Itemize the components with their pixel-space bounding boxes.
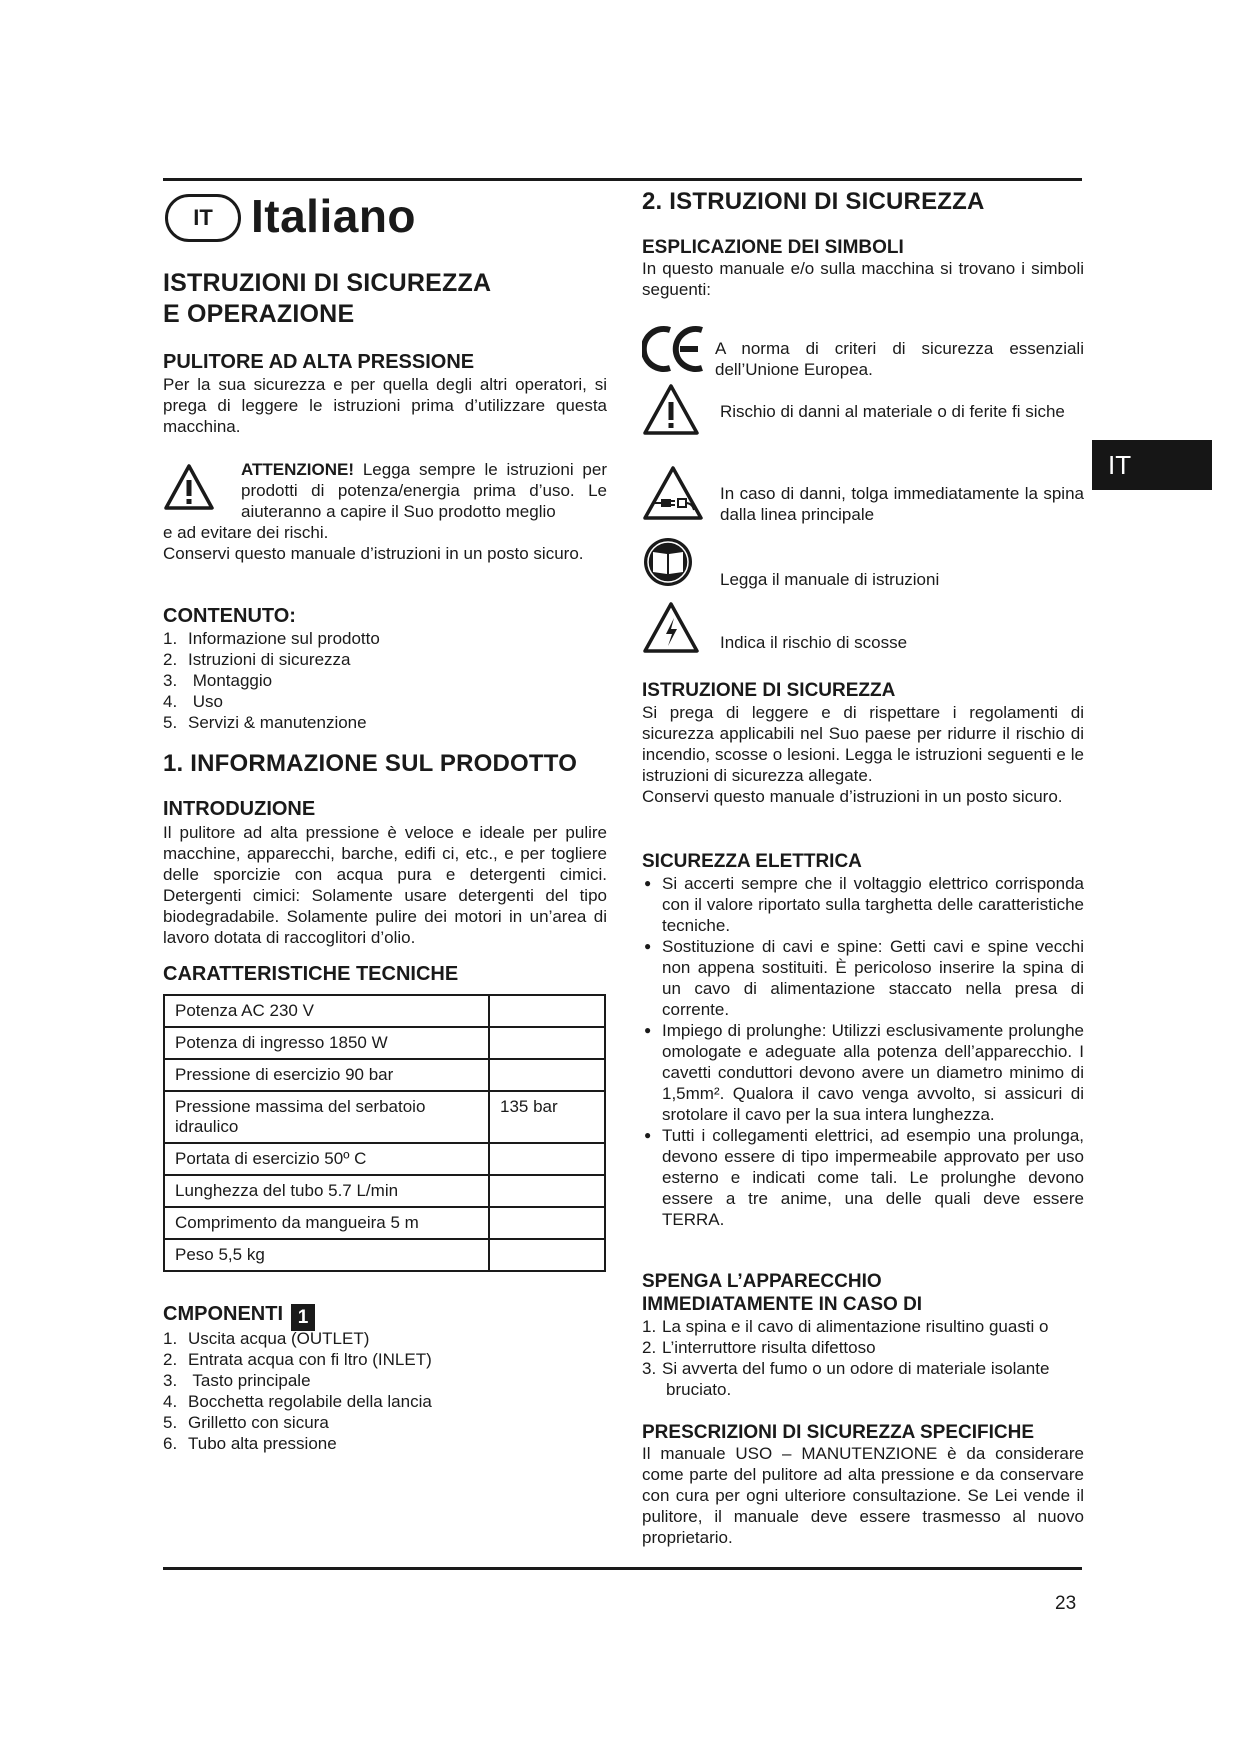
keep-manual-note: Conservi questo manuale d’istruzioni in un posto sicuro. [163, 544, 584, 563]
safety-instructions-paragraph: Si prega di leggere e di rispettare i regolamenti di sicurezza applicabili nel Suo paese per ridurre il rischio di incendio, scosse o lesioni. Legga le istruzioni seguenti e le istruzioni di sicurezza allegate. [642, 703, 1084, 785]
warning-label: ATTENZIONE! [241, 460, 355, 479]
read-manual-text: Legga il manuale di istruzioni [720, 570, 940, 589]
switch-off-title: SPENGA L’APPARECCHIO IMMEDIATAMENTE IN CASO DI [642, 1271, 923, 1315]
list-item: 3. Si avverta del fumo o un odore di materiale isolante bruciato. [642, 1359, 1050, 1399]
contents-item: 3. Montaggio [163, 671, 273, 690]
electric-shock-text: Indica il rischio di scosse [720, 633, 908, 652]
main-title-line-2: E OPERAZIONE [163, 300, 355, 328]
list-item: 1. Uscita acqua (OUTLET) [163, 1329, 370, 1348]
safety-instructions-title: ISTRUZIONE DI SICUREZZA [642, 680, 896, 701]
table-row: Portata di esercizio 50º C [164, 1143, 605, 1175]
unplug-text: In caso di danni, tolga immediatamente la spina dalla linea principale [720, 484, 1084, 524]
list-item: 2. L’interruttore risulta difettoso [642, 1338, 876, 1357]
safety-keep-note: Conservi questo manuale d’istruzioni in un posto sicuro. [642, 787, 1063, 806]
contents-title: CONTENUTO: [163, 605, 296, 627]
top-rule [163, 178, 1082, 181]
main-title-line-1: ISTRUZIONI DI SICUREZZA [163, 269, 492, 297]
section-1-title: 1. INFORMAZIONE SUL PRODOTTO [163, 750, 578, 777]
contents-item: 5. Servizi & manutenzione [163, 713, 367, 732]
electrical-safety-title: SICUREZZA ELETTRICA [642, 851, 862, 872]
warning-text [241, 459, 607, 522]
list-item: ● Si accerti sempre che il voltaggio elettrico corrisponda con il valore riportato sulla targhetta delle caratteristiche tecniche. [642, 873, 1084, 936]
table-row: Peso 5,5 kg [164, 1239, 605, 1271]
switch-off-list [642, 1316, 1084, 1400]
section-2-title: 2. ISTRUZIONI DI SICUREZZA [642, 188, 985, 215]
list-item: 3. Tasto principale [163, 1371, 311, 1390]
warning-triangle-icon [163, 463, 215, 511]
table-row: Lunghezza del tubo 5.7 L/min [164, 1175, 605, 1207]
list-item: ● Sostituzione di cavi e spine: Getti cavi e spine vecchi non appena sostituiti. È pericoloso inserire la spina di un cavo di alimentazione staccato nella presa di corrente. [642, 936, 1084, 1020]
language-logo [163, 192, 463, 246]
figure-number-badge: 1 [291, 1304, 315, 1331]
intro-paragraph: Per la sua sicurezza e per quella degli altri operatori, si prega di leggere le istruzioni prima d’utilizzare questa macchina. [163, 375, 607, 436]
table-row: Comprimento da mangueira 5 m [164, 1207, 605, 1239]
language-title: Italiano [251, 190, 417, 242]
list-item: ● Impiego di prolunghe: Utilizzi esclusivamente prolunghe omologate e adeguate alla potenza dell’apparecchio. I cavetti conduttori devono avere un diametro minimo di 1,5mm². Qualora il cavo venga avvolto, si assicuri di srotolare il cavo per la sua intera lunghezza. [642, 1020, 1084, 1125]
table-row: Pressione massima del serbatoio idraulico 135 bar [164, 1091, 605, 1143]
components-list [163, 1328, 607, 1454]
damage-risk-text: Rischio di danni al materiale o di ferite fi siche [720, 402, 1065, 421]
main-title [163, 268, 607, 330]
specific-safety-title: PRESCRIZIONI DI SICUREZZA SPECIFICHE [642, 1422, 1034, 1443]
ce-mark-icon [642, 322, 706, 376]
unplug-warning-icon [642, 465, 704, 521]
warning-triangle-icon [642, 383, 700, 437]
warning-body: Legga sempre le istruzioni per prodotti di potenza/energia prima d’uso. Le aiuteranno a capire il Suo prodotto meglio [241, 460, 607, 521]
introduzione-title: INTRODUZIONE [163, 798, 316, 820]
tech-specs-table [163, 994, 606, 1272]
contents-list [163, 628, 607, 733]
list-item: 5. Grilletto con sicura [163, 1413, 329, 1432]
list-item: 6. Tubo alta pressione [163, 1434, 337, 1453]
subtitle: PULITORE AD ALTA PRESSIONE [163, 351, 475, 373]
list-item: ● Tutti i collegamenti elettrici, ad esempio una prolunga, devono essere di tipo impermeabile approvato per uso esterno e indicati come tali. Le prolunghe devono essere a tre anime, una delle quali deve essere TERRA. [642, 1125, 1084, 1230]
list-item: 4. Bocchetta regolabile della lancia [163, 1392, 432, 1411]
contents-item: 1. Informazione sul prodotto [163, 629, 380, 648]
list-item: 1. La spina e il cavo di alimentazione risultino guasti o [642, 1317, 1049, 1336]
components-title: CMPONENTI 1 [163, 1302, 315, 1331]
language-side-tab: IT [1092, 440, 1212, 490]
bottom-rule [163, 1567, 1082, 1570]
contents-item: 4. Uso [163, 692, 223, 711]
contents-item: 2. Istruzioni di sicurezza [163, 650, 351, 669]
page-number: 23 [1055, 1593, 1077, 1614]
electric-shock-icon [642, 601, 700, 655]
tech-specs-title: CARATTERISTICHE TECNICHE [163, 963, 459, 985]
symbols-title: ESPLICAZIONE DEI SIMBOLI [642, 237, 904, 258]
list-item: 2. Entrata acqua con fi ltro (INLET) [163, 1350, 432, 1369]
table-row: Potenza AC 230 V [164, 995, 605, 1027]
table-row: Pressione di esercizio 90 bar [164, 1059, 605, 1091]
ce-mark-text: A norma di criteri di sicurezza essenziali dell’Unione Europea. [715, 339, 1084, 379]
introduzione-paragraph: Il pulitore ad alta pressione è veloce e ideale per pulire macchine, apparecchi, barche, edifi ci, etc., e per togliere delle sporcizie con acqua pura e detergenti cimici. Detergenti cimici: Solamente usare detergenti del tipo biodegradabile. Solamente pulire dei motori in un’area di lavoro dotata di raccoglitori d’olio. [163, 823, 607, 947]
table-row: Potenza di ingresso 1850 W [164, 1027, 605, 1059]
specific-safety-paragraph: Il manuale USO – MANUTENZIONE è da considerare come parte del pulitore ad alta pressione e da conservare con cura per ogni ulteriore consultazione. Se Lei vende il pulitore, il manuale deve essere trasmesso al nuovo proprietario. [642, 1444, 1084, 1547]
electrical-safety-list [642, 873, 1084, 1230]
language-badge: IT [165, 194, 241, 242]
warning-tail: e ad evitare dei rischi. [163, 523, 329, 542]
symbols-intro: In questo manuale e/o sulla macchina si trovano i simboli seguenti: [642, 259, 1084, 299]
read-manual-icon [642, 536, 694, 588]
